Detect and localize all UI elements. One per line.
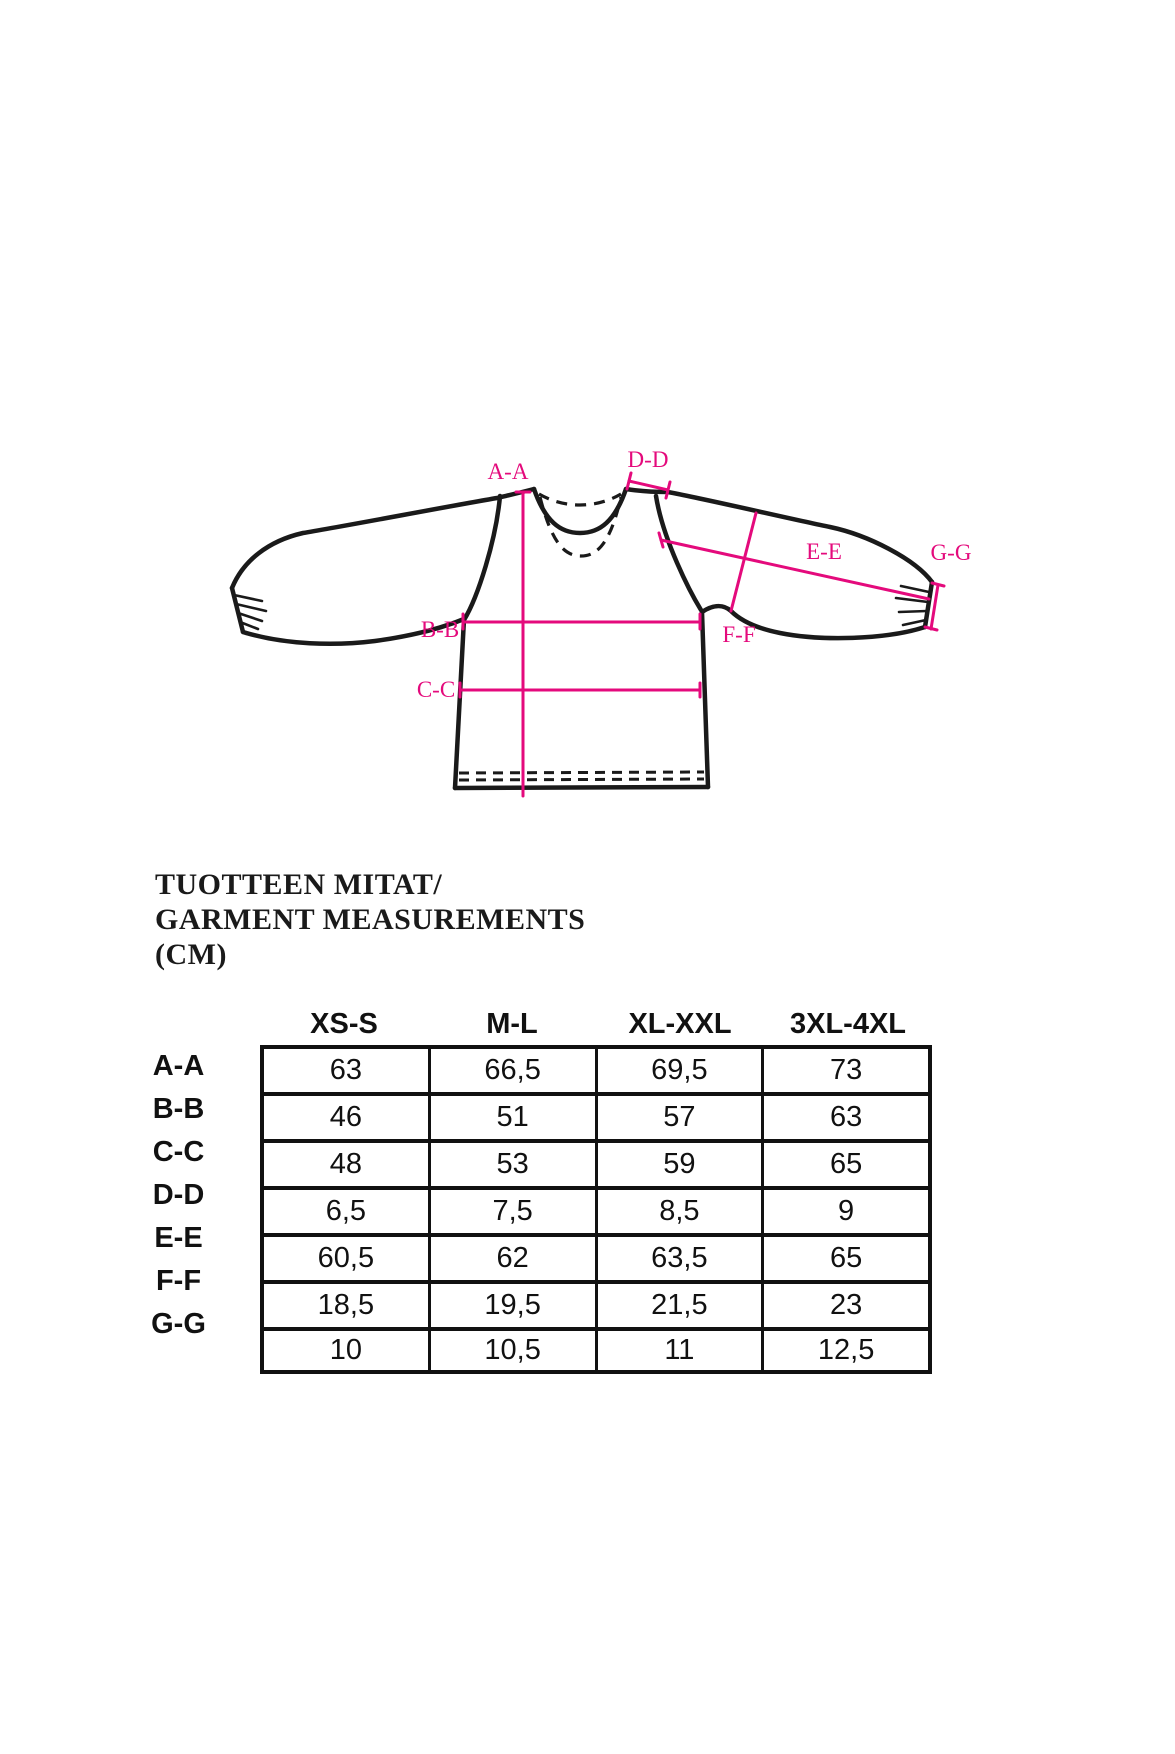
left-armhole (464, 496, 500, 620)
size-header-3xl-4xl: 3XL-4XL (789, 1008, 907, 1040)
size-header-xs-s: XS-S (310, 1008, 378, 1040)
row-label: C-C (152, 1136, 205, 1168)
right-sleeve-top (626, 489, 932, 582)
cell: 73 (761, 1049, 928, 1092)
cell: 10,5 (428, 1331, 595, 1370)
label-cc: C-C (416, 677, 456, 702)
row-label: G-G (151, 1308, 206, 1340)
hem-stitch-1 (459, 772, 704, 773)
measure-line-ff (731, 513, 756, 611)
garment-diagram (0, 0, 1175, 850)
cell: 60,5 (317, 1242, 375, 1274)
size-header-row (145, 1004, 935, 1045)
row-label-column (145, 1045, 260, 1374)
hem-line (455, 787, 708, 788)
label-ff: F-F (722, 622, 756, 647)
measurements-table (145, 1004, 935, 1374)
hem-stitch-2 (459, 779, 704, 780)
cell: 59 (595, 1143, 762, 1186)
cell: 7,5 (428, 1190, 595, 1233)
table-row (264, 1143, 928, 1190)
label-gg: G-G (930, 540, 972, 565)
table-row (264, 1237, 928, 1284)
cell: 19,5 (428, 1284, 595, 1327)
cell: 10 (329, 1334, 362, 1366)
cell: 9 (761, 1190, 928, 1233)
title-line-finnish: TUOTTEEN MITAT/ (155, 868, 443, 901)
size-header-m-l: M-L (486, 1008, 538, 1040)
cell: 11 (595, 1331, 762, 1370)
table-row (264, 1284, 928, 1331)
table-body (145, 1045, 935, 1374)
cell: 63,5 (595, 1237, 762, 1280)
label-ee: E-E (806, 539, 842, 564)
cell: 63 (761, 1096, 928, 1139)
cell: 48 (329, 1148, 362, 1180)
label-dd: D-D (627, 447, 669, 472)
cell: 69,5 (595, 1049, 762, 1092)
cell: 8,5 (595, 1190, 762, 1233)
cell: 12,5 (761, 1331, 928, 1370)
row-label: B-B (152, 1093, 205, 1125)
body-right-seam (702, 612, 708, 787)
cell: 65 (761, 1143, 928, 1186)
left-sleeve-top (232, 489, 534, 588)
table-row (264, 1049, 928, 1096)
row-label: F-F (155, 1265, 202, 1297)
label-aa: A-A (487, 459, 529, 484)
row-label: A-A (152, 1050, 205, 1082)
row-label: D-D (152, 1179, 205, 1211)
back-neckline-dashed (539, 494, 621, 505)
title-line-unit: (CM) (155, 938, 227, 971)
cell: 46 (329, 1101, 362, 1133)
cell: 66,5 (428, 1049, 595, 1092)
table-row (264, 1096, 928, 1143)
title-line-english: GARMENT MEASUREMENTS (155, 903, 586, 936)
cell: 62 (428, 1237, 595, 1280)
right-armhole (656, 496, 701, 610)
row-label: E-E (154, 1222, 203, 1254)
cell: 23 (761, 1284, 928, 1327)
cell: 51 (428, 1096, 595, 1139)
size-header-xl-xxl: XL-XXL (628, 1008, 732, 1040)
table-row (264, 1331, 928, 1370)
measurement-labels (417, 447, 972, 702)
values-box (260, 1045, 932, 1374)
cell: 18,5 (317, 1289, 375, 1321)
body-left-seam (455, 619, 464, 788)
cell: 57 (595, 1096, 762, 1139)
table-row (264, 1190, 928, 1237)
cell: 63 (329, 1054, 362, 1086)
cell: 53 (428, 1143, 595, 1186)
cell: 65 (761, 1237, 928, 1280)
garment-outline (232, 489, 932, 788)
label-bb: B-B (420, 617, 460, 642)
cell: 6,5 (325, 1195, 367, 1227)
cell: 21,5 (595, 1284, 762, 1327)
table-title (155, 867, 585, 972)
